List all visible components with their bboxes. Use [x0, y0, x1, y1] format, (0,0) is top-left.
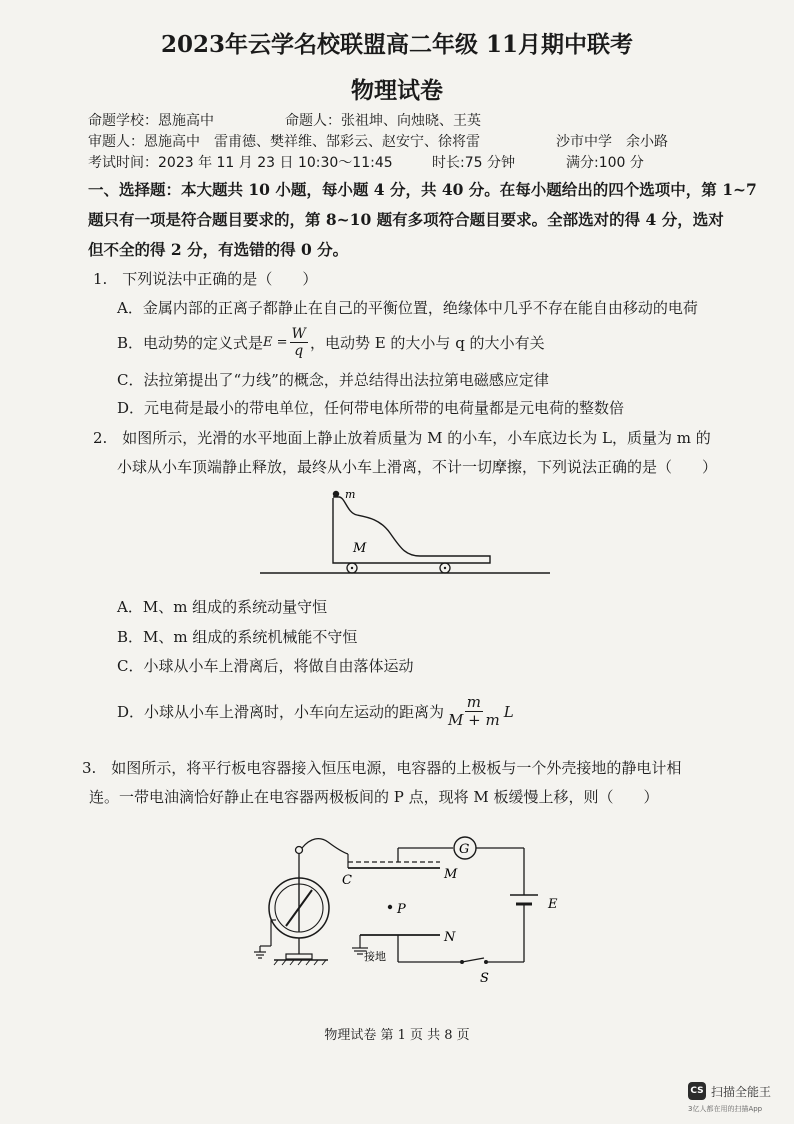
q1-option-b	[117, 326, 545, 359]
q3-capacitor-figure	[250, 828, 570, 988]
q1-b-prefix: B．电动势的定义式是	[117, 334, 264, 353]
label-N: N	[444, 930, 456, 945]
point-p	[388, 905, 392, 909]
q1-b-lhs: E =	[263, 335, 288, 351]
label-E: E	[548, 897, 558, 912]
meta-time: 考试时间：2023 年 11 月 23 日 10:30～11:45	[88, 155, 393, 171]
electrometer-wire	[302, 839, 348, 854]
label-C: C	[342, 873, 352, 888]
q3-line2: 连。一带电油滴恰好静止在电容器两极板间的 P 点，现将 M 板缓慢上移，则（ ）	[89, 788, 659, 806]
q2-d-fraction	[446, 694, 502, 730]
label-M: M	[353, 541, 367, 556]
q1-b-numerator: W	[291, 326, 306, 342]
section1-line1: 一、选择题：本大题共 10 小题，每小题 4 分，共 40 分。在每小题给出的四个选项中，第 1~7	[88, 180, 757, 199]
q2-line1: 2. 如图所示，光滑的水平地面上静止放着质量为 M 的小车，小车底边长为 L，质量为 m 的	[93, 429, 711, 447]
label-S: S	[480, 971, 489, 986]
scanner-watermark	[688, 1082, 771, 1100]
meta-duration: 时长:75 分钟	[432, 155, 515, 171]
label-P: P	[397, 902, 406, 917]
page-footer: 物理试卷 第 1 页 共 8 页	[324, 1028, 470, 1043]
label-M: M	[444, 867, 458, 882]
switch-s	[462, 958, 484, 962]
q2-line2: 小球从小车顶端静止释放，最终从小车上滑离，不计一切摩擦，下列说法正确的是（ ）	[117, 458, 718, 476]
q1-option-d: D．元电荷是最小的带电单位，任何带电体所带的电荷量都是元电荷的整数倍	[117, 399, 625, 417]
label-ground: 接地	[364, 950, 386, 963]
section1-line3: 但不全的得 2 分，有选错的得 0 分。	[88, 240, 349, 259]
q2-option-a: A．M、m 组成的系统动量守恒	[117, 598, 328, 616]
meta-score: 满分:100 分	[566, 155, 644, 171]
label-G: G	[459, 842, 470, 857]
watermark-name: 扫描全能王	[711, 1084, 772, 1099]
q2-option-c: C．小球从小车上滑离后，将做自由落体运动	[117, 657, 414, 675]
exam-title: 2023年云学名校联盟高二年级 11月期中联考	[160, 31, 634, 58]
electrometer-knob	[296, 847, 303, 854]
meta-authors: 命题人：张祖坤、向烛晓、王英	[285, 113, 481, 129]
q2-d-suffix: L	[503, 702, 514, 721]
q1-option-c: C．法拉第提出了“力线”的概念，并总结得出法拉第电磁感应定律	[117, 371, 549, 389]
meta-reviewers: 审题人：恩施高中 雷甫德、樊祥维、郜彩云、赵安宁、徐将雷	[88, 134, 480, 150]
camscanner-icon: CS	[688, 1082, 706, 1100]
q2-d-denominator: M + m	[448, 711, 500, 730]
q1-b-fraction	[290, 326, 308, 359]
meta-reviewers-2: 沙市中学 余小路	[556, 134, 668, 150]
q2-d-numerator: m	[466, 693, 481, 711]
q2-option-b: B．M、m 组成的系统机械能不守恒	[117, 628, 358, 646]
label-m: m	[345, 488, 356, 501]
ball	[333, 491, 339, 497]
q2-option-d	[117, 694, 514, 730]
q2-cart-figure	[255, 485, 555, 585]
q1-stem: 1. 下列说法中正确的是（ ）	[93, 270, 318, 288]
watermark-sub: 3亿人都在用的扫描App	[688, 1105, 763, 1113]
meta-school: 命题学校：恩施高中	[88, 113, 214, 129]
q3-line1: 3. 如图所示，将平行板电容器接入恒压电源，电容器的上极板与一个外壳接地的静电计相	[82, 759, 682, 777]
section1-line2: 题只有一项是符合题目要求的，第 8~10 题有多项符合题目要求。全部选对的得 4 分，选对	[88, 210, 724, 229]
q1-option-a: A．金属内部的正离子都静止在自己的平衡位置，绝缘体中几乎不存在能自由移动的电荷	[117, 299, 698, 317]
q1-b-denominator: q	[294, 343, 304, 360]
electrometer-base	[286, 954, 312, 959]
q1-b-suffix: ，电动势 E 的大小与 q 的大小有关	[309, 334, 545, 353]
q2-d-prefix: D．小球从小车上滑离时，小车向左运动的距离为	[117, 703, 445, 722]
exam-subtitle: 物理试卷	[351, 77, 443, 104]
